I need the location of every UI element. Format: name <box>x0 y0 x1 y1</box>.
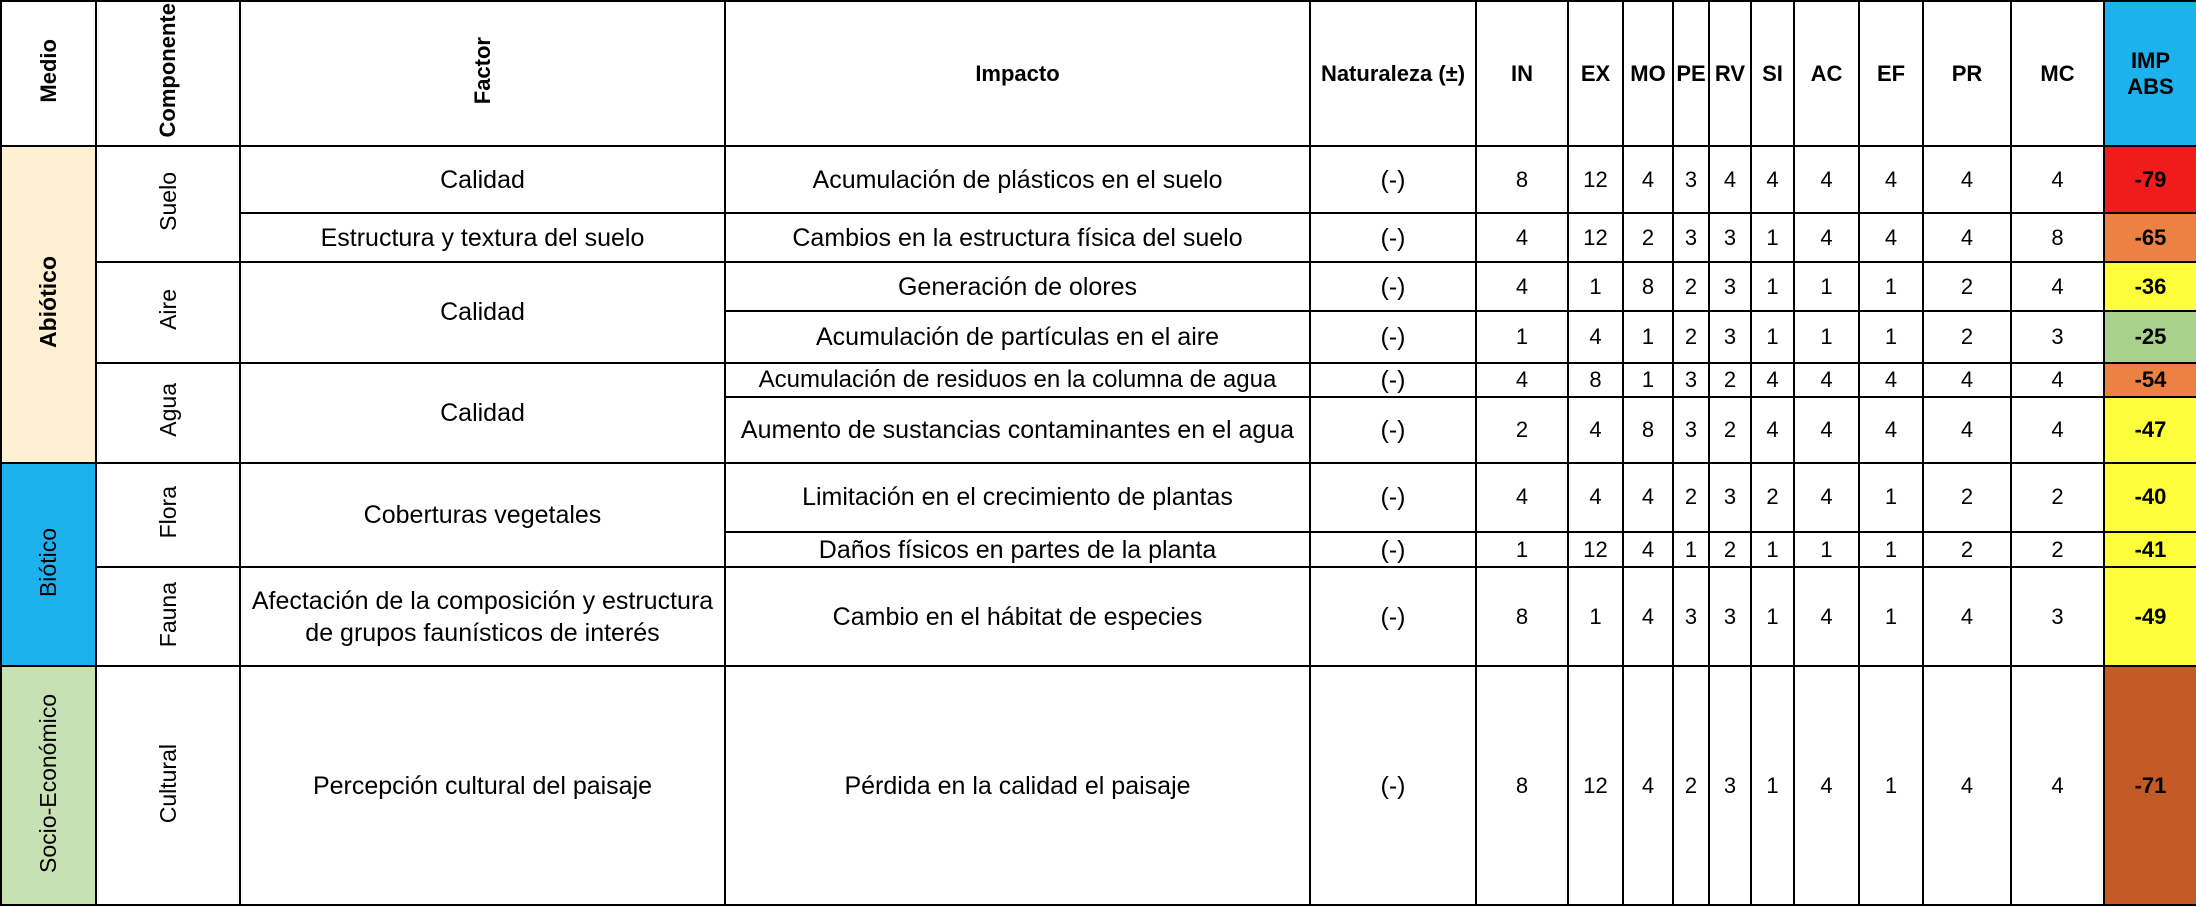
pe-cell: 1 <box>1673 532 1709 567</box>
impacto-cell: Generación de olores <box>725 262 1310 311</box>
pr-cell: 4 <box>1923 397 2011 463</box>
ef-cell: 1 <box>1859 463 1923 532</box>
naturaleza-cell: (-) <box>1310 567 1476 666</box>
componente-aire-cell: Aire <box>96 262 240 362</box>
ac-cell: 4 <box>1794 463 1859 532</box>
pe-cell: 3 <box>1673 213 1709 262</box>
ex-cell: 12 <box>1568 213 1623 262</box>
imp-abs-cell: -65 <box>2104 213 2196 262</box>
mc-cell: 4 <box>2011 666 2104 905</box>
rv-cell: 3 <box>1709 666 1751 905</box>
in-cell: 4 <box>1476 463 1568 532</box>
componente-suelo-cell: Suelo <box>96 146 240 262</box>
header-ex: EX <box>1568 1 1623 146</box>
medio-abiotico-cell: Abiótico <box>1 146 96 463</box>
mc-cell: 3 <box>2011 567 2104 666</box>
pr-cell: 2 <box>1923 262 2011 311</box>
factor-coberturas: Coberturas vegetales <box>240 463 725 567</box>
impacto-cell: Pérdida en la calidad el paisaje <box>725 666 1310 905</box>
si-cell: 1 <box>1751 666 1794 905</box>
pr-cell: 4 <box>1923 567 2011 666</box>
header-pr: PR <box>1923 1 2011 146</box>
ex-cell: 1 <box>1568 567 1623 666</box>
si-cell: 1 <box>1751 262 1794 311</box>
si-cell: 1 <box>1751 532 1794 567</box>
factor-cultural: Percepción cultural del paisaje <box>240 666 725 905</box>
factor-calidad-aire: Calidad <box>240 262 725 362</box>
header-factor: Factor <box>240 1 725 146</box>
impacto-cell: Cambio en el hábitat de especies <box>725 567 1310 666</box>
mc-cell: 8 <box>2011 213 2104 262</box>
ef-cell: 1 <box>1859 262 1923 311</box>
header-row <box>1 1 2196 146</box>
mo-cell: 4 <box>1623 666 1673 905</box>
ef-cell: 1 <box>1859 567 1923 666</box>
pe-cell: 2 <box>1673 262 1709 311</box>
ac-cell: 1 <box>1794 262 1859 311</box>
imp-abs-cell: -40 <box>2104 463 2196 532</box>
mc-cell: 4 <box>2011 397 2104 463</box>
factor-calidad-agua: Calidad <box>240 363 725 463</box>
rv-cell: 2 <box>1709 363 1751 397</box>
ex-cell: 1 <box>1568 262 1623 311</box>
ex-cell: 12 <box>1568 532 1623 567</box>
in-cell: 4 <box>1476 363 1568 397</box>
in-cell: 4 <box>1476 213 1568 262</box>
mo-cell: 1 <box>1623 363 1673 397</box>
mo-cell: 2 <box>1623 213 1673 262</box>
pe-cell: 2 <box>1673 463 1709 532</box>
in-cell: 2 <box>1476 397 1568 463</box>
header-pe: PE <box>1673 1 1709 146</box>
si-cell: 1 <box>1751 311 1794 362</box>
si-cell: 4 <box>1751 146 1794 213</box>
header-ac: AC <box>1794 1 1859 146</box>
table-row <box>1 213 2196 262</box>
rv-cell: 4 <box>1709 146 1751 213</box>
header-imp-abs: IMP ABS <box>2104 1 2196 146</box>
mo-cell: 4 <box>1623 532 1673 567</box>
ex-cell: 12 <box>1568 146 1623 213</box>
table-row <box>1 146 2196 213</box>
rv-cell: 2 <box>1709 397 1751 463</box>
ac-cell: 1 <box>1794 311 1859 362</box>
ex-cell: 8 <box>1568 363 1623 397</box>
header-impacto: Impacto <box>725 1 1310 146</box>
medio-biotico-cell: Biótico <box>1 463 96 667</box>
ef-cell: 4 <box>1859 213 1923 262</box>
ac-cell: 4 <box>1794 397 1859 463</box>
si-cell: 4 <box>1751 363 1794 397</box>
factor-calidad-suelo: Calidad <box>240 146 725 213</box>
naturaleza-cell: (-) <box>1310 463 1476 532</box>
si-cell: 4 <box>1751 397 1794 463</box>
in-cell: 1 <box>1476 311 1568 362</box>
pe-cell: 3 <box>1673 397 1709 463</box>
header-rv: RV <box>1709 1 1751 146</box>
rv-cell: 3 <box>1709 567 1751 666</box>
pe-cell: 2 <box>1673 311 1709 362</box>
si-cell: 1 <box>1751 213 1794 262</box>
componente-flora-cell: Flora <box>96 463 240 567</box>
imp-abs-cell: -47 <box>2104 397 2196 463</box>
pr-cell: 4 <box>1923 146 2011 213</box>
impacto-cell: Acumulación de partículas en el aire <box>725 311 1310 362</box>
mo-cell: 4 <box>1623 146 1673 213</box>
table-row <box>1 262 2196 311</box>
mc-cell: 4 <box>2011 363 2104 397</box>
table-row <box>1 363 2196 397</box>
si-cell: 1 <box>1751 567 1794 666</box>
pe-cell: 3 <box>1673 363 1709 397</box>
naturaleza-cell: (-) <box>1310 397 1476 463</box>
si-cell: 2 <box>1751 463 1794 532</box>
medio-socio-cell: Socio-Económico <box>1 666 96 905</box>
componente-agua-cell: Agua <box>96 363 240 463</box>
table-row <box>1 463 2196 532</box>
pe-cell: 3 <box>1673 567 1709 666</box>
ac-cell: 4 <box>1794 666 1859 905</box>
ef-cell: 1 <box>1859 311 1923 362</box>
mo-cell: 4 <box>1623 567 1673 666</box>
header-ef: EF <box>1859 1 1923 146</box>
header-mc: MC <box>2011 1 2104 146</box>
ac-cell: 4 <box>1794 567 1859 666</box>
pr-cell: 2 <box>1923 311 2011 362</box>
imp-abs-cell: -36 <box>2104 262 2196 311</box>
componente-fauna-cell: Fauna <box>96 567 240 666</box>
naturaleza-cell: (-) <box>1310 213 1476 262</box>
pr-cell: 2 <box>1923 532 2011 567</box>
mo-cell: 8 <box>1623 262 1673 311</box>
pr-cell: 4 <box>1923 213 2011 262</box>
imp-abs-cell: -54 <box>2104 363 2196 397</box>
header-naturaleza: Naturaleza (±) <box>1310 1 1476 146</box>
mo-cell: 1 <box>1623 311 1673 362</box>
rv-cell: 3 <box>1709 463 1751 532</box>
in-cell: 8 <box>1476 146 1568 213</box>
mc-cell: 2 <box>2011 463 2104 532</box>
rv-cell: 2 <box>1709 532 1751 567</box>
factor-fauna: Afectación de la composición y estructura de grupos faunísticos de interés <box>240 567 725 666</box>
rv-cell: 3 <box>1709 311 1751 362</box>
imp-abs-cell: -71 <box>2104 666 2196 905</box>
mc-cell: 4 <box>2011 262 2104 311</box>
componente-cultural-cell: Cultural <box>96 666 240 905</box>
ac-cell: 4 <box>1794 146 1859 213</box>
impacto-cell: Limitación en el crecimiento de plantas <box>725 463 1310 532</box>
impacto-cell: Acumulación de plásticos en el suelo <box>725 146 1310 213</box>
ex-cell: 12 <box>1568 666 1623 905</box>
ac-cell: 1 <box>1794 532 1859 567</box>
header-si: SI <box>1751 1 1794 146</box>
imp-abs-cell: -49 <box>2104 567 2196 666</box>
header-medio: Medio <box>1 1 96 146</box>
ef-cell: 4 <box>1859 146 1923 213</box>
pr-cell: 2 <box>1923 463 2011 532</box>
imp-abs-cell: -41 <box>2104 532 2196 567</box>
mc-cell: 2 <box>2011 532 2104 567</box>
imp-abs-cell: -79 <box>2104 146 2196 213</box>
ac-cell: 4 <box>1794 213 1859 262</box>
mc-cell: 3 <box>2011 311 2104 362</box>
in-cell: 8 <box>1476 666 1568 905</box>
in-cell: 1 <box>1476 532 1568 567</box>
pr-cell: 4 <box>1923 363 2011 397</box>
pe-cell: 2 <box>1673 666 1709 905</box>
naturaleza-cell: (-) <box>1310 363 1476 397</box>
ef-cell: 1 <box>1859 666 1923 905</box>
ef-cell: 1 <box>1859 532 1923 567</box>
mo-cell: 8 <box>1623 397 1673 463</box>
ex-cell: 4 <box>1568 311 1623 362</box>
naturaleza-cell: (-) <box>1310 146 1476 213</box>
impacto-cell: Aumento de sustancias contaminantes en el agua <box>725 397 1310 463</box>
rv-cell: 3 <box>1709 213 1751 262</box>
imp-abs-cell: -25 <box>2104 311 2196 362</box>
mo-cell: 4 <box>1623 463 1673 532</box>
naturaleza-cell: (-) <box>1310 262 1476 311</box>
naturaleza-cell: (-) <box>1310 311 1476 362</box>
in-cell: 4 <box>1476 262 1568 311</box>
ex-cell: 4 <box>1568 463 1623 532</box>
ex-cell: 4 <box>1568 397 1623 463</box>
in-cell: 8 <box>1476 567 1568 666</box>
ef-cell: 4 <box>1859 397 1923 463</box>
factor-estructura-suelo: Estructura y textura del suelo <box>240 213 725 262</box>
naturaleza-cell: (-) <box>1310 666 1476 905</box>
table-row <box>1 567 2196 666</box>
header-componente: Componente <box>96 1 240 146</box>
pe-cell: 3 <box>1673 146 1709 213</box>
mc-cell: 4 <box>2011 146 2104 213</box>
header-in: IN <box>1476 1 1568 146</box>
pr-cell: 4 <box>1923 666 2011 905</box>
naturaleza-cell: (-) <box>1310 532 1476 567</box>
rv-cell: 3 <box>1709 262 1751 311</box>
table-row <box>1 666 2196 905</box>
ac-cell: 4 <box>1794 363 1859 397</box>
header-mo: MO <box>1623 1 1673 146</box>
impacto-cell: Daños físicos en partes de la planta <box>725 532 1310 567</box>
ef-cell: 4 <box>1859 363 1923 397</box>
impacto-cell: Cambios en la estructura física del suelo <box>725 213 1310 262</box>
impacto-cell: Acumulación de residuos en la columna de agua <box>725 363 1310 397</box>
